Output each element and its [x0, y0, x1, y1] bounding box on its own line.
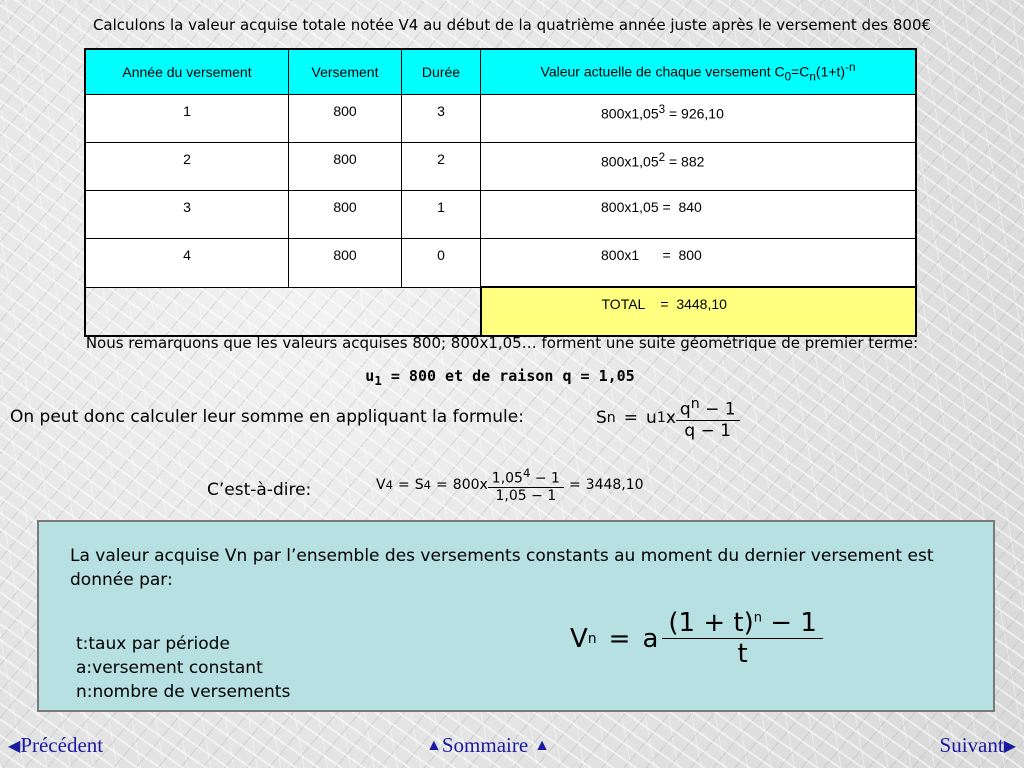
- sum-intro-text: On peut donc calculer leur somme en appliquant la formule:: [10, 407, 524, 427]
- cell-duration: 1: [402, 191, 481, 239]
- vn-fraction: $\frac{(1 + t)^n - 1}{t}$: [662, 608, 822, 669]
- triangle-up-icon: ▲: [426, 736, 442, 754]
- total-row: [85, 287, 916, 336]
- triangle-right-icon: ▶: [1003, 737, 1016, 755]
- vn-formula: V n = a $\frac{(1 + t)^n - 1}{t}$: [570, 608, 823, 669]
- table-row: [85, 239, 916, 288]
- previous-link[interactable]: ◀ Précédent: [8, 733, 104, 757]
- intro-text: Calculons la valeur acquise totale notée V4 au début de la quatrième année juste après le versement des 800€: [92, 16, 932, 34]
- cell-value: $800x1,05^2 = 882$: [481, 143, 917, 191]
- cell-payment: 800: [289, 95, 402, 143]
- sum-fraction: $\frac{q^n - 1}{q - 1}$: [676, 396, 740, 441]
- cell-duration: 0: [402, 239, 481, 288]
- next-link[interactable]: Suivant ▶: [939, 733, 1016, 757]
- cell-duration: 2: [402, 143, 481, 191]
- cell-payment: 800: [289, 191, 402, 239]
- triangle-up-icon: ▲: [534, 736, 551, 754]
- legend-item: n:nombre de versements: [76, 682, 291, 702]
- cell-value: $800x1,05^3 = 926,10$: [481, 95, 917, 143]
- cell-payment: 800: [289, 239, 402, 288]
- v4-fraction: $\frac{1,05^4 - 1}{1,05 - 1}$: [488, 466, 564, 504]
- definition-text: La valeur acquise Vn par l’ensemble des versements constants au moment du dernier versement est donnée par:: [70, 546, 934, 590]
- cell-value: 800x1 = 800: [481, 239, 917, 288]
- table-row: [85, 95, 916, 143]
- cell-year: 2: [85, 143, 289, 191]
- header-year: Année du versement: [85, 49, 289, 95]
- sum-formula: S n = u 1 x $\frac{q^n - 1}{q - 1}$: [596, 396, 740, 441]
- header-payment: Versement: [289, 49, 402, 95]
- cell-value: 800x1,05 = 840: [481, 191, 917, 239]
- legend-item: a:versement constant: [76, 658, 263, 678]
- cell-year: 1: [85, 95, 289, 143]
- header-value: Valeur actuelle de chaque versement $C_0=C_n(1+t)^{-n}$: [481, 49, 917, 95]
- table-row: [85, 143, 916, 191]
- remark-text: Nous remarquons que les valeurs acquises 800; 800x1,05… forment une suite géométrique de premier terme:: [85, 334, 919, 352]
- cell-year: 4: [85, 239, 289, 288]
- cell-duration: 3: [402, 95, 481, 143]
- blank-cell: [85, 287, 481, 336]
- total-cell: TOTAL = 3448,10: [481, 287, 917, 336]
- cest-a-dire-text: C’est-à-dire:: [207, 480, 312, 500]
- header-duration: Durée: [402, 49, 481, 95]
- first-term-text: $u_1 = 800$ et de raison q = 1,05: [365, 367, 635, 388]
- cell-year: 3: [85, 191, 289, 239]
- legend-item: t:taux par période: [76, 634, 230, 654]
- triangle-left-icon: ◀: [8, 737, 21, 755]
- cell-payment: 800: [289, 143, 402, 191]
- variable-legend: [76, 632, 290, 704]
- table-row: [85, 191, 916, 239]
- table-header-row: [85, 49, 916, 95]
- summary-link[interactable]: ▲ Sommaire ▲: [426, 733, 551, 757]
- v4-formula: V 4 = S 4 = 800x $\frac{1,05^4 - 1}{1,05 - 1}$ = 3448,10: [376, 466, 644, 504]
- payments-table: [84, 48, 917, 337]
